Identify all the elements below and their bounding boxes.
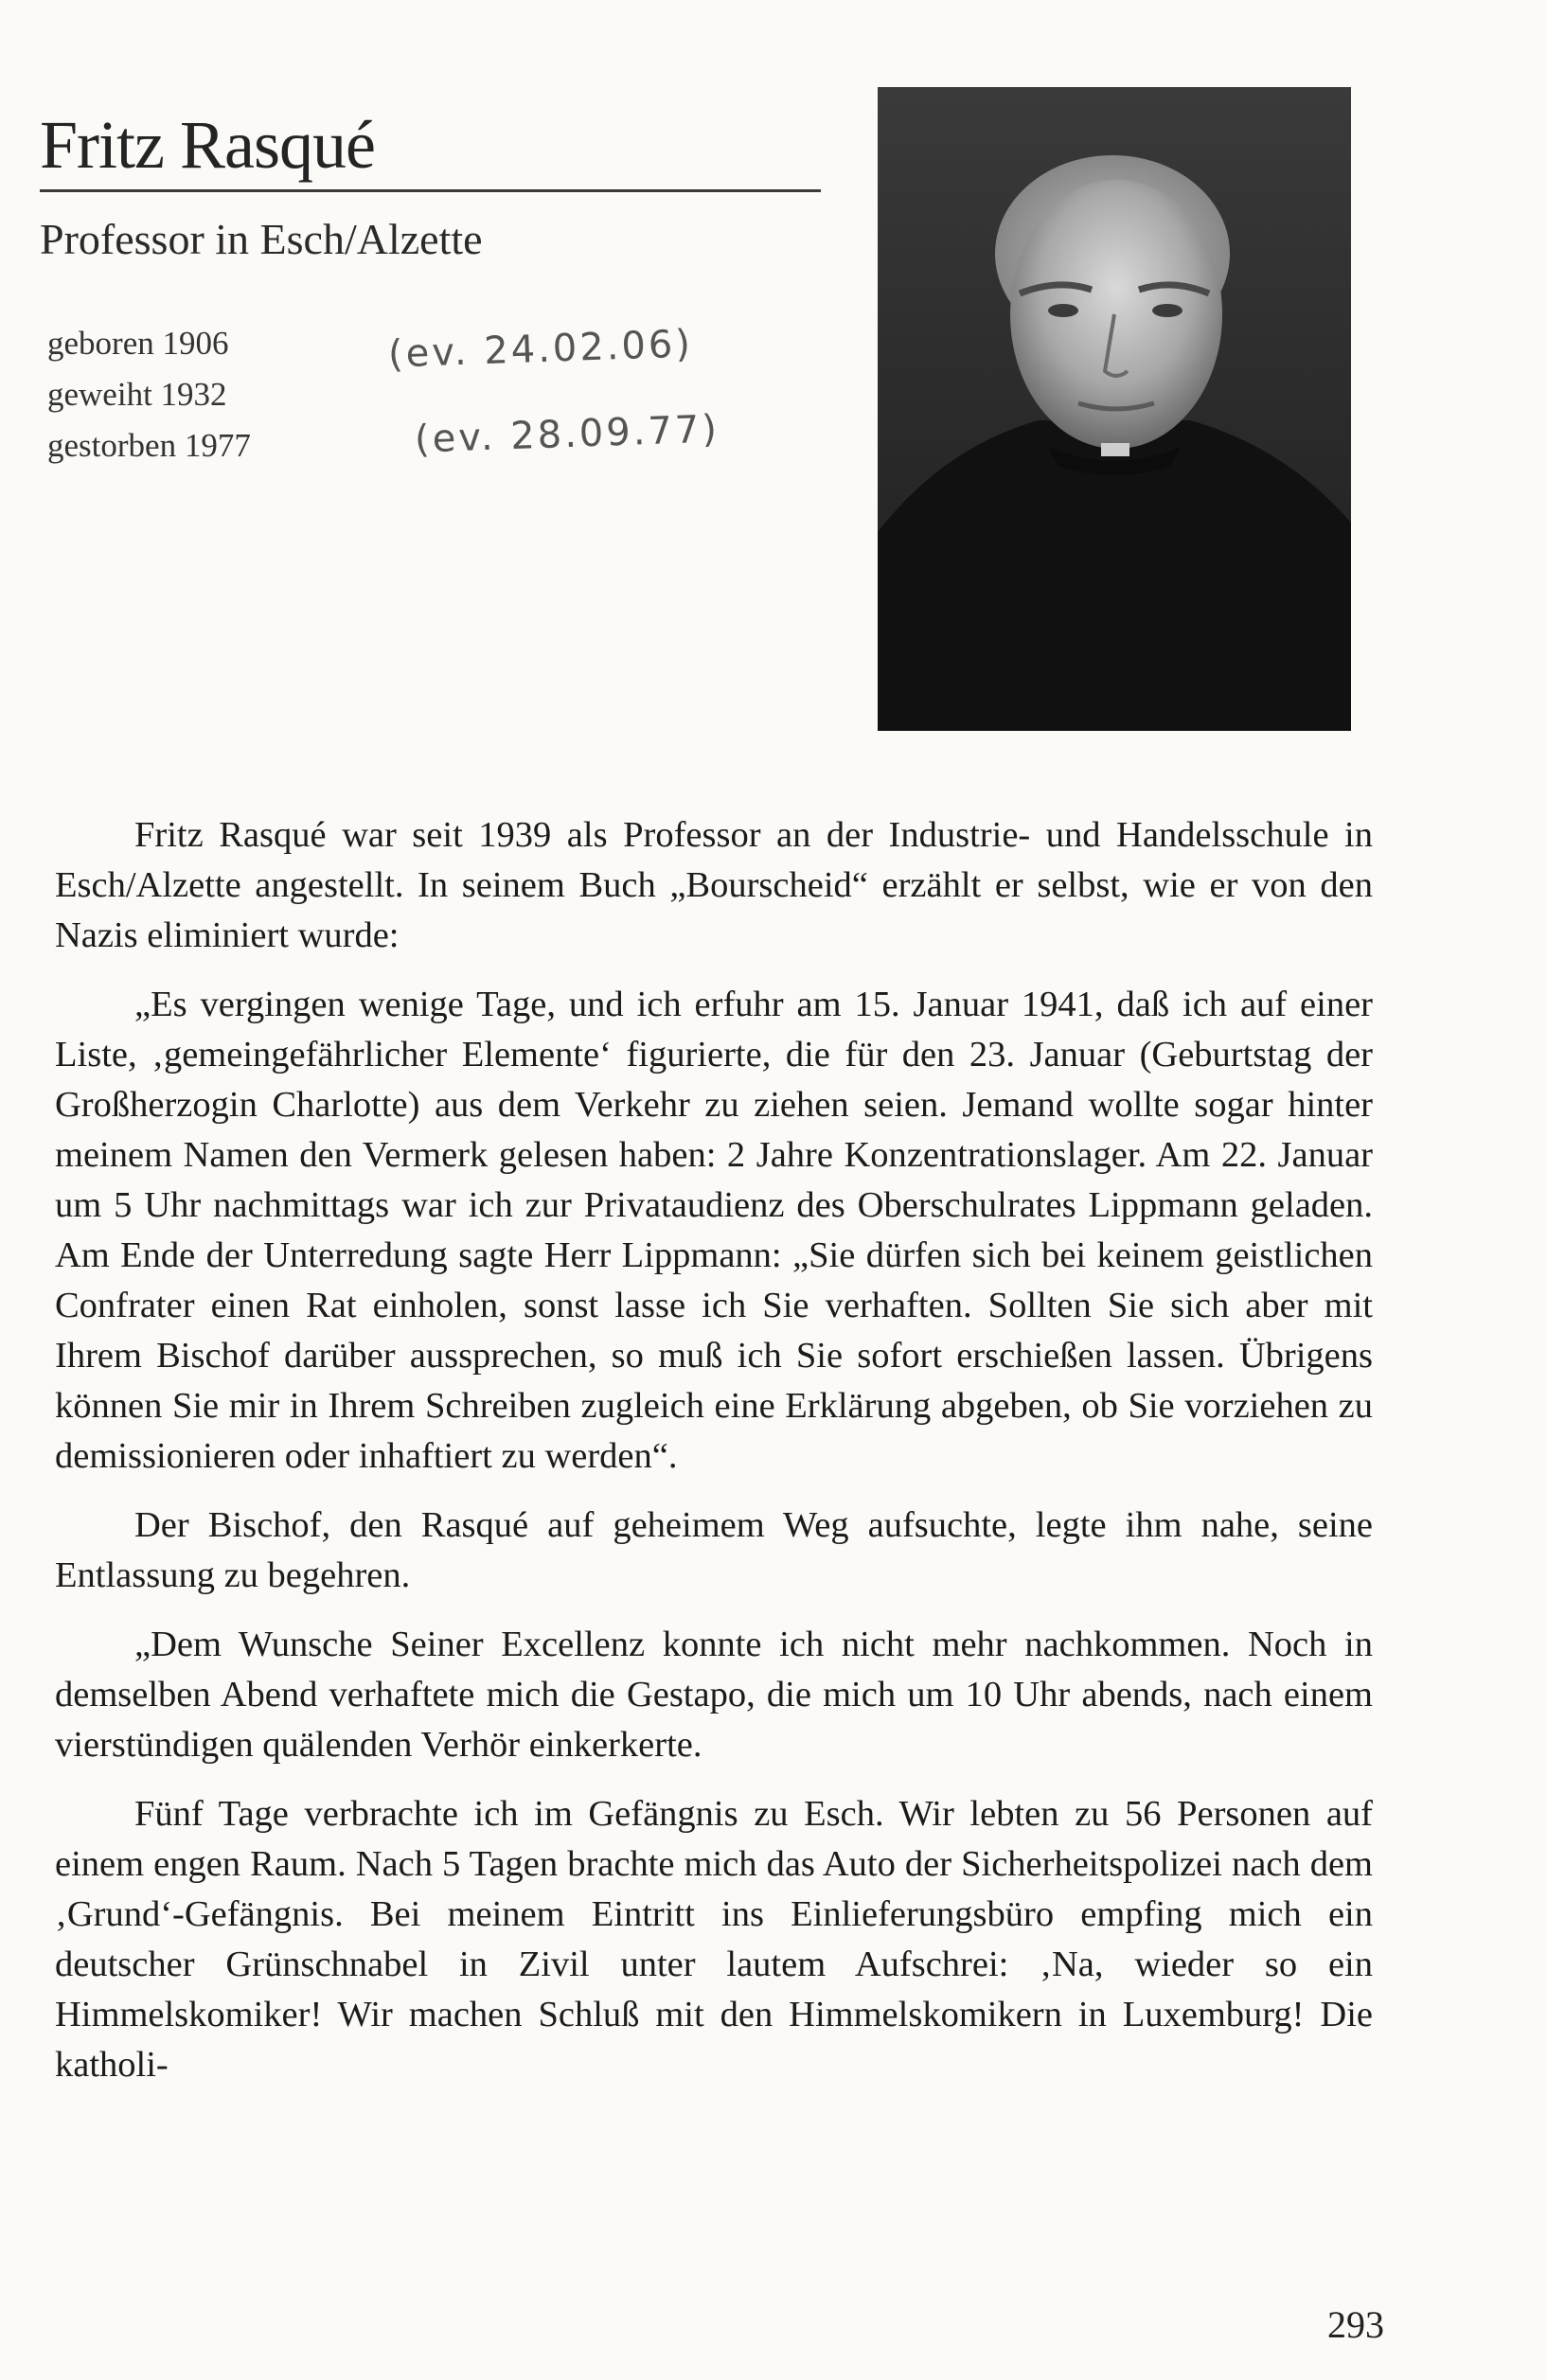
portrait-photo-icon [878,87,1351,731]
ordained-line: geweiht 1932 [47,376,227,413]
paragraph-3: Der Bischof, den Rasqué auf geheimem Weg aufsuchte, legte ihm nahe, seine Entlassung zu begehren. [55,1505,1373,1595]
paragraph-5: Fünf Tage verbrachte ich im Gefängnis zu Esch. Wir lebten zu 56 Personen auf einem engen Raum. Nach 5 Tagen brachte mich das Auto der Sicherheitspolizei nach dem ‚Grund‘-Gefängnis. Bei meinem Eintritt ins Einlieferungsbüro empfing mich ein deutscher Grünschnabel in Zivil unter lautem Aufschrei: ‚Na, wieder so ein Himmelskomiker! Wir machen Schluß mit den Himmelskomikern in Luxemburg! Die katholi- [55,1794,1373,2085]
paragraph-2: „Es vergingen wenige Tage, und ich erfuhr am 15. Januar 1941, daß ich auf einer Liste, ‚gemeingefährlicher Elemente‘ figurierte, die für den 23. Januar (Geburtstag der Großherzogin Charlotte) aus dem Verkehr zu ziehen seien. Jemand wollte sogar hinter meinem Namen den Vermerk gelesen haben: 2 Jahre Konzentrationslager. Am 22. Januar um 5 Uhr nachmittags war ich zur Privataudienz des Oberschulrates Lippmann geladen. Am Ende der Unterredung sagte Herr Lippmann: „Sie dürfen sich bei keinem geistlichen Confrater einen Rat einholen, sonst lasse ich Sie verhaften. Sollten Sie sich aber mit Ihrem Bischof darüber aussprechen, so muß ich Sie sofort erschießen lassen. Übrigens können Sie mir in Ihrem Schreiben zugleich eine Erklärung abgeben, ob Sie vorziehen zu demissionieren oder inhaftiert zu werden“. [55,985,1373,1476]
handwritten-birth-note: (ev. 24.02.06) [387,322,694,377]
paragraph-1: Fritz Rasqué war seit 1939 als Professor an der Industrie- und Handelsschule in Esch/Alzette angestellt. In seinem Buch „Bourscheid“ erzählt er selbst, wie er von den Nazis eliminiert wurde: [55,815,1373,955]
page-subtitle: Professor in Esch/Alzette [40,215,483,263]
article-body [55,810,1373,2109]
title-rule [40,189,821,192]
handwritten-death-note: (ev. 28.09.77) [414,407,720,462]
died-line: gestorben 1977 [47,427,251,464]
page-title: Fritz Rasqué [40,107,375,183]
portrait-photo [878,87,1351,731]
life-dates [47,318,251,471]
born-line: geboren 1906 [47,325,229,362]
page-number: 293 [1327,2303,1384,2346]
paragraph-4: „Dem Wunsche Seiner Excellenz konnte ich nicht mehr nachkommen. Noch in demselben Abend verhaftete mich die Gestapo, die mich um 10 Uhr abends, nach einem vierstündigen quälenden Verhör einkerkerte. [55,1625,1373,1765]
